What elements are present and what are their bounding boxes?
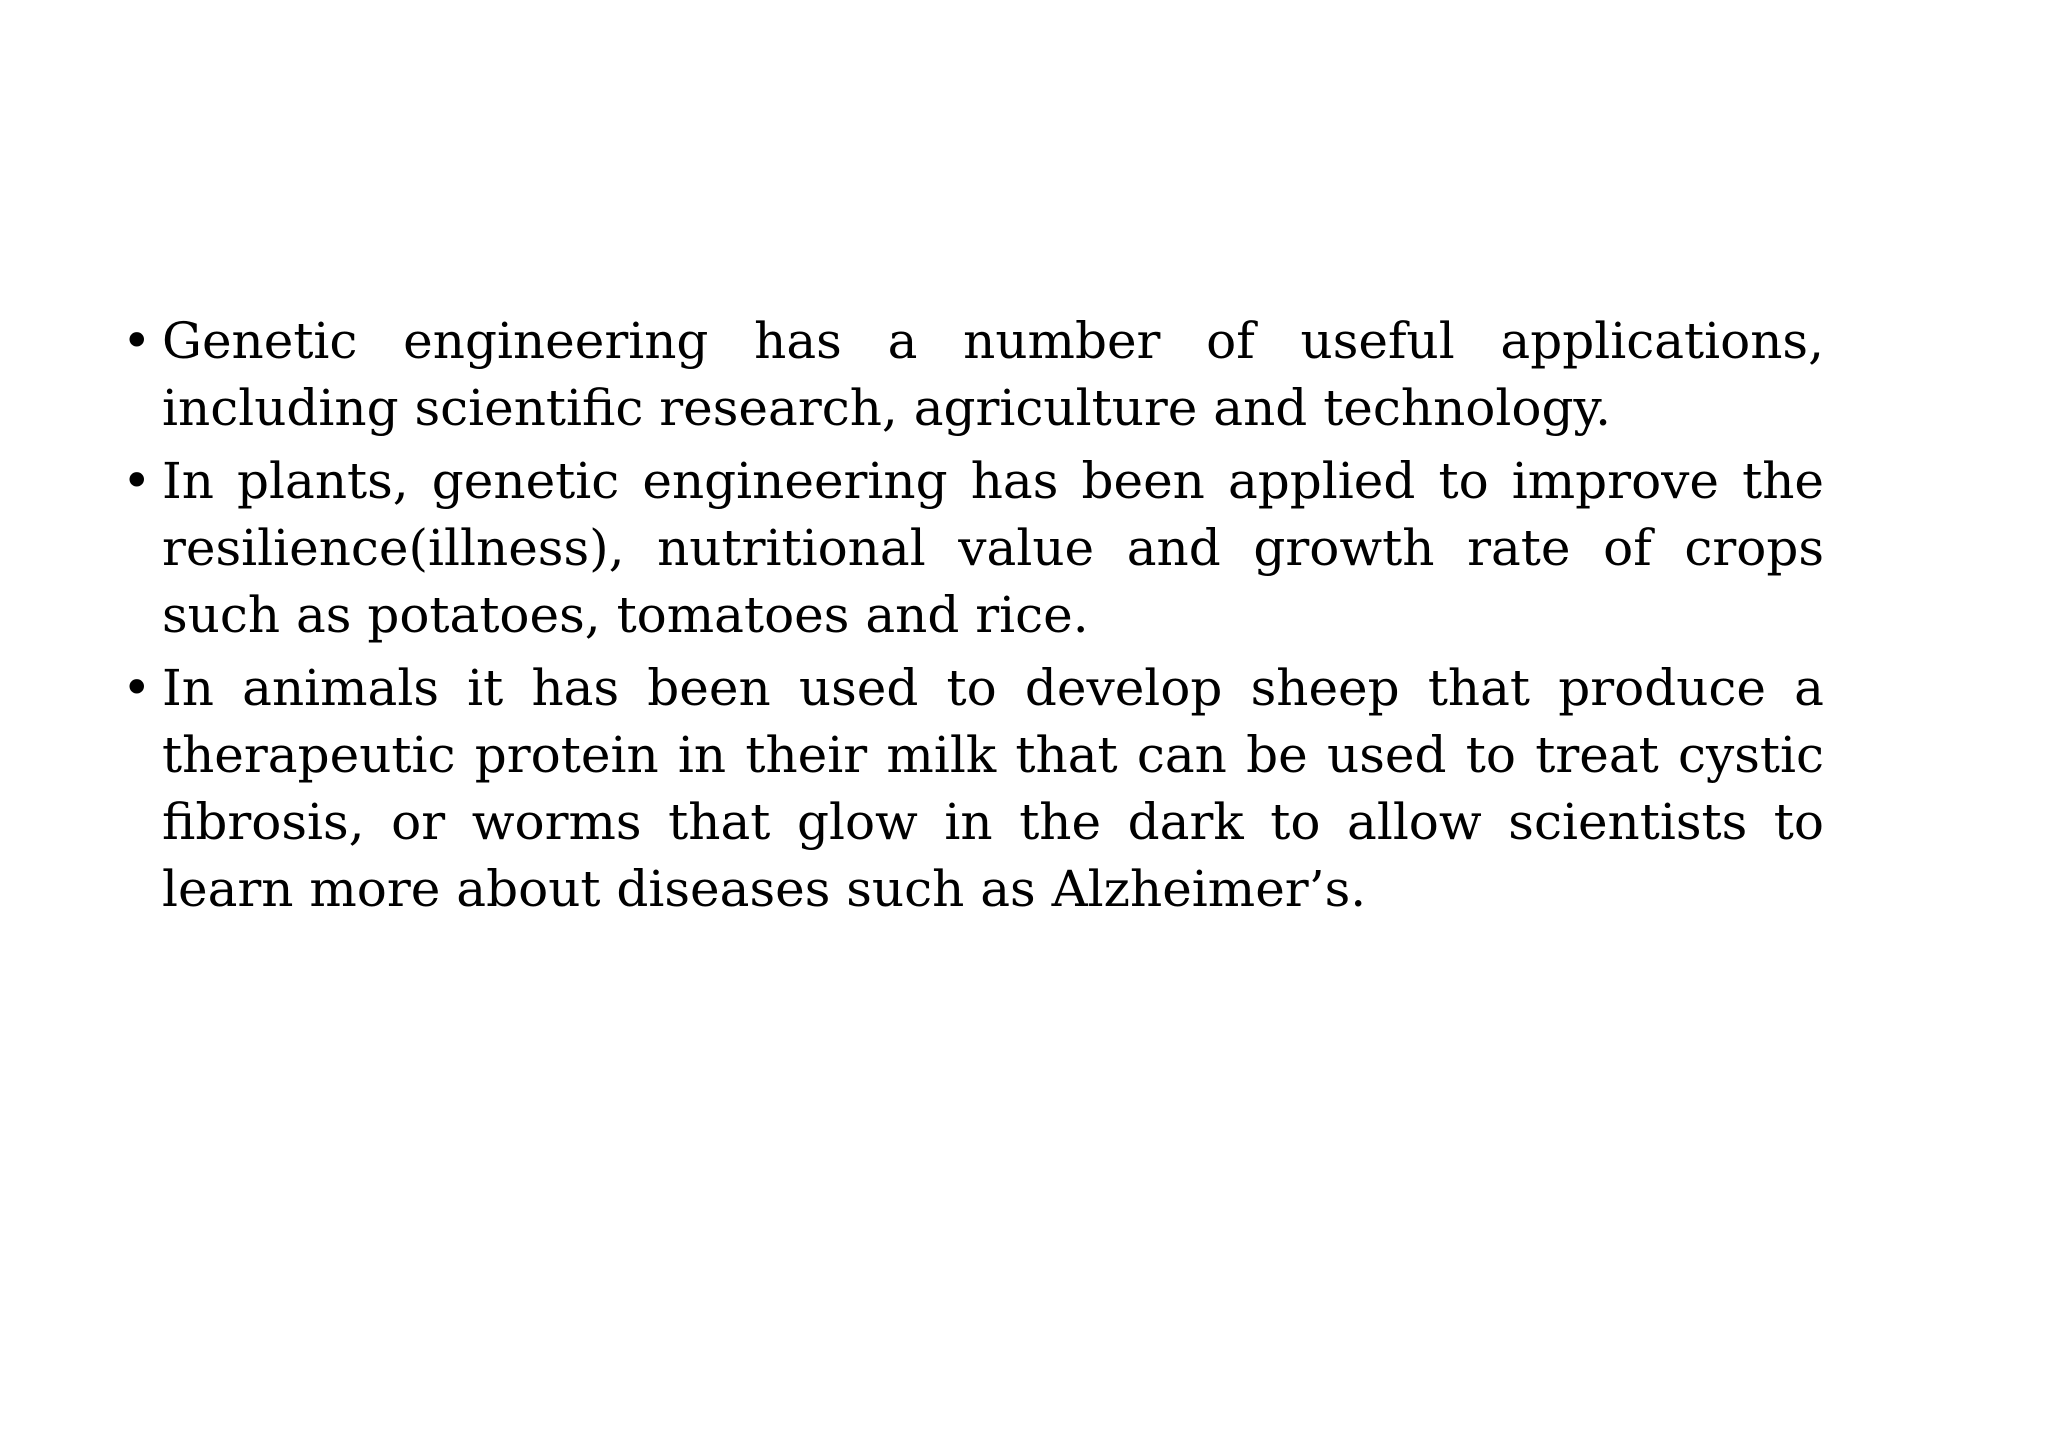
bullet-list — [122, 308, 1824, 929]
bullet-dot-icon: • — [122, 659, 152, 717]
bullet-item — [122, 655, 1824, 923]
bullet-text: In animals it has been used to develop sheep that produce a therapeutic protein in their milk that can be used to treat cystic fibrosis, or worms that glow in the dark to allow scientists to learn more about diseases such as Alzheimer’s. — [162, 659, 1824, 918]
bullet-item — [122, 308, 1824, 442]
bullet-item — [122, 448, 1824, 649]
bullet-dot-icon: • — [122, 312, 152, 370]
bullet-text: In plants, genetic engineering has been applied to improve the resilience(illness), nutritional value and growth rate of crops such as potatoes, tomatoes and rice. — [162, 452, 1824, 644]
bullet-text: Genetic engineering has a number of useful applications, including scientific research, agriculture and technology. — [162, 312, 1824, 437]
bullet-dot-icon: • — [122, 452, 152, 510]
